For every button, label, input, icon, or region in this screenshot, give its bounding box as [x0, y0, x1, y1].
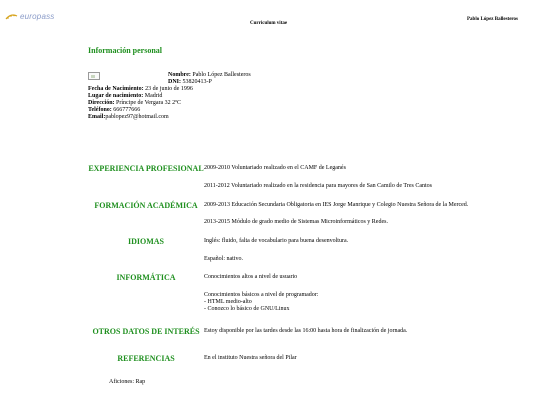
label-idiomas: IDIOMAS [127, 237, 164, 246]
text-experiencia-1: 2009-2010 Voluntariado realizado en el CAMF de Leganés [204, 165, 346, 171]
label-formacion: FORMACIÓN ACADÉMICA [94, 201, 198, 210]
text-informatica-1: Conocimientos altos a nivel de usuario [204, 274, 298, 280]
label-referencias: REFERENCIAS [117, 354, 175, 363]
label-otros-datos: OTROS DATOS DE INTERÉS [92, 327, 200, 336]
text-experiencia-2: 2011-2012 Voluntariado realizado en la residencia para mayores de San Camilo de Tres Cantos [204, 183, 432, 189]
text-referencias: En el instituto Nuestra señora del Pilar [204, 355, 297, 361]
text-formacion-1: 2009-2013 Educación Secundaria Obligatoria en IES Jorge Manrique y Colegio Nuestra Señora de la Merced. [204, 202, 469, 208]
text-idiomas-2: Español: nativo. [204, 256, 243, 262]
header-name: Pablo López Ballesteros [466, 17, 518, 22]
europass-logo [5, 12, 55, 21]
label-informatica: INFORMÁTICA [116, 273, 176, 282]
personal-field-telefono: Teléfono: 666777666 [88, 107, 141, 113]
personal-field-nombre: Nombre: Pablo López Ballesteros [168, 72, 251, 78]
aficiones-text: Aficiones: Rap [109, 379, 146, 385]
europass-stars-icon [5, 13, 18, 21]
personal-field-fecha: Fecha de Nacimiento: 23 de junio de 1996 [88, 86, 193, 92]
personal-field-lugar: Lugar de nacimiento: Madrid [88, 93, 163, 99]
broken-photo-icon [88, 72, 100, 80]
label-experiencia: EXPERIENCIA PROFESIONAL [88, 164, 204, 173]
personal-field-direccion: Dirección: Príncipe de Vergara 32 2ºC [88, 100, 182, 106]
text-otros-datos: Estoy disponible por las tardes desde las 16:00 hasta hora de finalización de jornada. [204, 328, 408, 334]
personal-info-heading: Información personal [88, 46, 162, 55]
personal-field-dni: DNI: 53820413-P [168, 79, 212, 85]
text-idiomas-1: Inglés: fluido, falta de vocabulario para buena desenvoltura. [204, 238, 349, 244]
europass-logo-text: europass [20, 12, 55, 21]
text-formacion-2: 2013-2015 Módulo de grado medio de Sistemas Microinformáticos y Redes. [204, 219, 388, 225]
document-title: Curriculum vitae [250, 21, 288, 26]
text-informatica-2: Conocimientos básicos a nivel de programador: - HTML medio-alto - Conozco lo básico de GNU/Linux [204, 292, 319, 312]
personal-field-email: Email:pablopez97@hotmail.com [88, 114, 169, 120]
